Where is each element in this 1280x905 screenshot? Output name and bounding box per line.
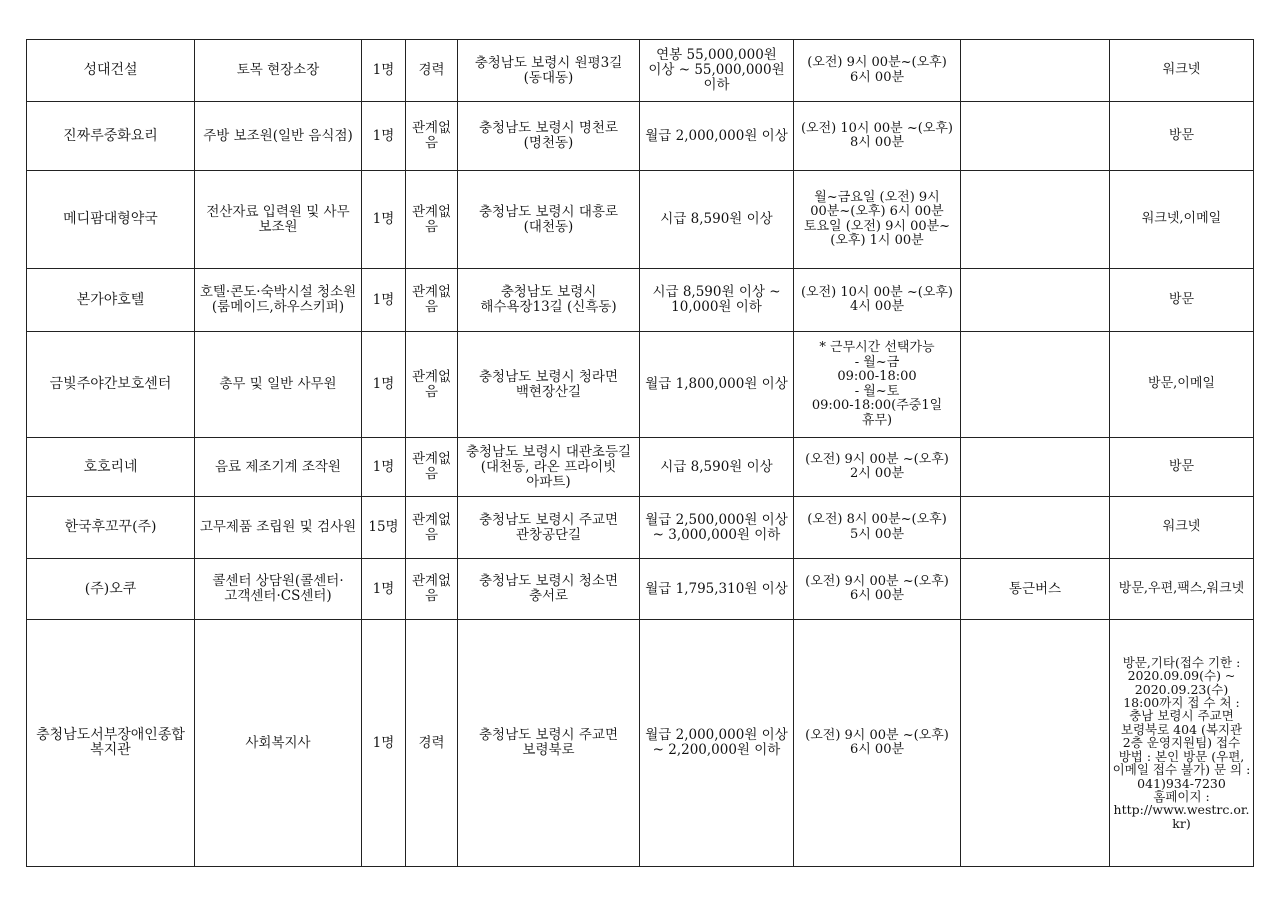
experience-cell: 관계없음 [406,102,458,171]
company-name-cell: (주)오쿠 [27,559,195,620]
table-row [27,171,1254,269]
table-row [27,438,1254,497]
headcount-cell: 1명 [362,438,406,497]
application-method-cell: 방문 [1110,102,1254,171]
company-name-cell: 메디팜대형약국 [27,171,195,269]
wage-cell: 월급 1,800,000원 이상 [640,332,794,438]
location-cell: 충청남도 보령시 원평3길 (동대동) [458,40,640,102]
job-listing-table [26,39,1254,867]
application-method-cell: 방문,기타(접수 기한 : 2020.09.09(수) ~ 2020.09.23(수) 18:00까지 접 수 처 : 충남 보령시 주교면 보령북로 404 (복지관 2층 운영지원팀) 접수 방법 : 본인 방문 (우편, 이메일 접수 불가) 문 의 : 041)934-7230 홈페이지 : http://www.westrc.or.kr) [1110,620,1254,867]
work-hours-cell: (오전) 9시 00분~(오후) 6시 00분 [794,40,961,102]
application-method-cell: 방문 [1110,269,1254,332]
location-cell: 충청남도 보령시 해수욕장13길 (신흑동) [458,269,640,332]
benefit-cell [961,171,1110,269]
benefit-cell [961,497,1110,559]
wage-cell: 월급 2,000,000원 이상 ~ 2,200,000원 이하 [640,620,794,867]
table-row [27,620,1254,867]
job-title-cell: 콜센터 상담원(콜센터·고객센터·CS센터) [195,559,362,620]
experience-cell: 관계없음 [406,559,458,620]
experience-cell: 관계없음 [406,171,458,269]
job-title-cell: 사회복지사 [195,620,362,867]
headcount-cell: 1명 [362,332,406,438]
application-method-cell: 워크넷 [1110,497,1254,559]
job-title-cell: 호텔·콘도·숙박시설 청소원(룸메이드,하우스키퍼) [195,269,362,332]
company-name-cell: 진짜루중화요리 [27,102,195,171]
experience-cell: 경력 [406,40,458,102]
experience-cell: 경력 [406,620,458,867]
work-hours-cell: (오전) 9시 00분 ~(오후) 6시 00분 [794,620,961,867]
application-method-cell: 방문,이메일 [1110,332,1254,438]
work-hours-cell: (오전) 9시 00분 ~(오후) 2시 00분 [794,438,961,497]
application-method-cell: 워크넷 [1110,40,1254,102]
benefit-cell [961,102,1110,171]
work-hours-cell: 월~금요일 (오전) 9시 00분~(오후) 6시 00분 토요일 (오전) 9시 00분~(오후) 1시 00분 [794,171,961,269]
headcount-cell: 1명 [362,269,406,332]
work-hours-cell: * 근무시간 선택가능 - 월~금 09:00-18:00 - 월~토 09:00-18:00(주중1일 휴무) [794,332,961,438]
benefit-cell [961,269,1110,332]
wage-cell: 시급 8,590원 이상 ~ 10,000원 이하 [640,269,794,332]
table-row [27,497,1254,559]
table-row [27,102,1254,171]
location-cell: 충청남도 보령시 대관초등길 (대천동, 라온 프라이빗 아파트) [458,438,640,497]
job-title-cell: 고무제품 조립원 및 검사원 [195,497,362,559]
benefit-cell [961,40,1110,102]
wage-cell: 월급 2,500,000원 이상 ~ 3,000,000원 이하 [640,497,794,559]
experience-cell: 관계없음 [406,269,458,332]
work-hours-cell: (오전) 10시 00분 ~(오후) 8시 00분 [794,102,961,171]
work-hours-cell: (오전) 8시 00분~(오후) 5시 00분 [794,497,961,559]
experience-cell: 관계없음 [406,438,458,497]
wage-cell: 월급 2,000,000원 이상 [640,102,794,171]
company-name-cell: 한국후꼬꾸(주) [27,497,195,559]
headcount-cell: 1명 [362,559,406,620]
work-hours-cell: (오전) 10시 00분 ~(오후) 4시 00분 [794,269,961,332]
wage-cell: 시급 8,590원 이상 [640,171,794,269]
company-name-cell: 본가야호텔 [27,269,195,332]
company-name-cell: 성대건설 [27,40,195,102]
job-title-cell: 주방 보조원(일반 음식점) [195,102,362,171]
experience-cell: 관계없음 [406,497,458,559]
wage-cell: 월급 1,795,310원 이상 [640,559,794,620]
headcount-cell: 1명 [362,40,406,102]
benefit-cell: 통근버스 [961,559,1110,620]
job-title-cell: 전산자료 입력원 및 사무 보조원 [195,171,362,269]
table-row [27,559,1254,620]
location-cell: 충청남도 보령시 명천로(명천동) [458,102,640,171]
company-name-cell: 호호리네 [27,438,195,497]
application-method-cell: 워크넷,이메일 [1110,171,1254,269]
location-cell: 충청남도 보령시 주교면 보령북로 [458,620,640,867]
wage-cell: 연봉 55,000,000원 이상 ~ 55,000,000원 이하 [640,40,794,102]
headcount-cell: 1명 [362,620,406,867]
application-method-cell: 방문 [1110,438,1254,497]
location-cell: 충청남도 보령시 청라면 백현장산길 [458,332,640,438]
job-title-cell: 총무 및 일반 사무원 [195,332,362,438]
benefit-cell [961,332,1110,438]
application-method-cell: 방문,우편,팩스,워크넷 [1110,559,1254,620]
table-row [27,40,1254,102]
headcount-cell: 15명 [362,497,406,559]
work-hours-cell: (오전) 9시 00분 ~(오후) 6시 00분 [794,559,961,620]
job-title-cell: 토목 현장소장 [195,40,362,102]
location-cell: 충청남도 보령시 주교면 관창공단길 [458,497,640,559]
company-name-cell: 충청남도서부장애인종합복지관 [27,620,195,867]
job-title-cell: 음료 제조기계 조작원 [195,438,362,497]
benefit-cell [961,620,1110,867]
company-name-cell: 금빛주야간보호센터 [27,332,195,438]
location-cell: 충청남도 보령시 대흥로(대천동) [458,171,640,269]
table-row [27,332,1254,438]
wage-cell: 시급 8,590원 이상 [640,438,794,497]
headcount-cell: 1명 [362,171,406,269]
headcount-cell: 1명 [362,102,406,171]
location-cell: 충청남도 보령시 청소면 충서로 [458,559,640,620]
benefit-cell [961,438,1110,497]
experience-cell: 관계없음 [406,332,458,438]
table-row [27,269,1254,332]
